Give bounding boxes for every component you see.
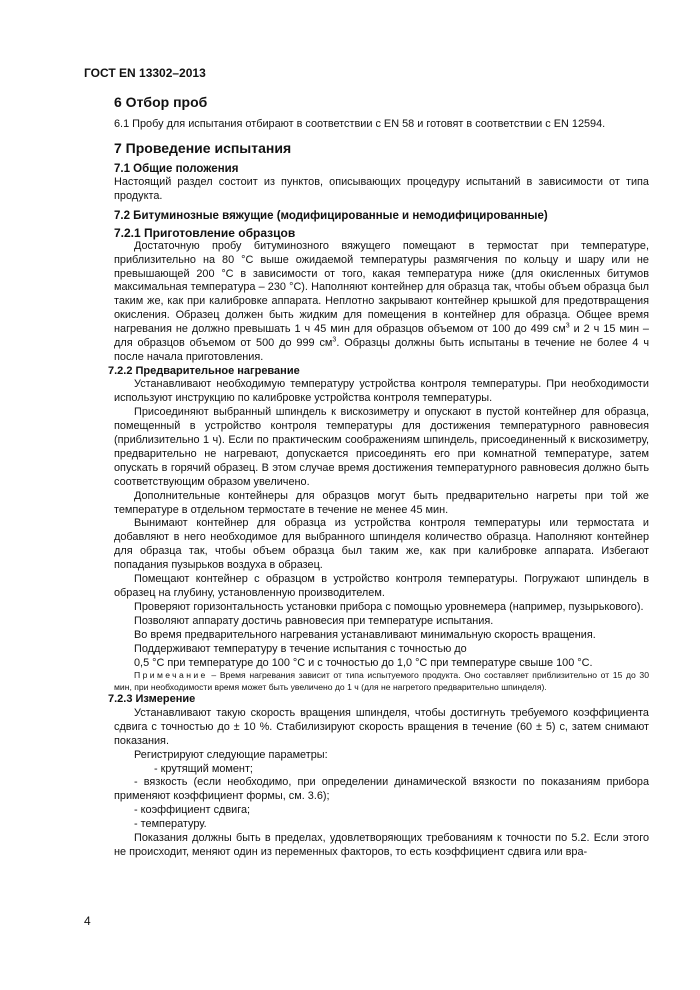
page-content: [108, 92, 650, 860]
s722-para-4: Вынимают контейнер для образца из устройства контроля температуры или термостата и добавляют в него необходимое для выбранного шпинделя количество образца. Наполняют контейнер для образца так, чтобы объем образца был таким же, как при калибровке аппарата. Избегают попадания пузырьков воздуха в образец.: [114, 517, 649, 572]
s722-para-1: Устанавливают необходимую температуру устройства контроля температуры. При необходимости используют инструкцию по калибровке устройства контроля температуры.: [114, 378, 649, 405]
s723-item-2: - вязкость (если необходимо, при определении динамической вязкости по показаниям прибора применяют коэффициент формы, см. 3.6);: [114, 776, 649, 803]
section-7-1-heading: 7.1 Общие положения: [114, 162, 239, 175]
s723-para-3: Показания должны быть в пределах, удовлетворяющих требованиям к точности по 5.2. Если этого не происходит, меняют один из переменных факторов, то есть коэффициент сдвига или вра-: [114, 832, 649, 858]
section-6-1: 6.1 Пробу для испытания отбирают в соответствии с EN 58 и готовят в соответствии с EN 12594.: [114, 118, 606, 130]
s723-item-4: - температуру.: [134, 818, 207, 831]
s722-note: Примечание – Время нагревания зависит от типа испытуемого продукта. Оно составляет приблизительно от 15 до 30 мин, при необходимости время может быть увеличено до 1 ч (для не нагретого предварительно шпинделя).: [114, 670, 649, 692]
section-7-2-1-heading: 7.2.1 Приготовление образцов: [114, 225, 296, 240]
s722-para-10: 0,5 °С при температуре до 100 °С и с точностью до 1,0 °С при температуре свыше 100 °С.: [134, 656, 593, 669]
s722-para-9: Поддерживают температуру в течение испытания с точностью до: [134, 642, 467, 655]
section-7-1-text: Настоящий раздел состоит из пунктов, описывающих процедуру испытаний в зависимости от типа продукта.: [114, 175, 649, 202]
section-6-heading: 6 Отбор проб: [114, 94, 208, 110]
s723-para-2: Регистрируют следующие параметры:: [134, 748, 328, 761]
section-7-2-heading: 7.2 Битуминозные вяжущие (модифицированные и немодифицированные): [114, 209, 548, 222]
s722-para-3: Дополнительные контейнеры для образцов могут быть предварительно нагреты при той же температуре в отдельном термостате в течение не менее 45 мин.: [114, 489, 649, 516]
s723-para-1: Устанавливают такую скорость вращения шпинделя, чтобы достигнуть требуемого коэффициента сдвига с точностью до ± 10 %. Стабилизируют скорость вращения в течение (60 ± 5) с, затем снимают показания.: [114, 706, 649, 747]
section-7-heading: 7 Проведение испытания: [114, 139, 292, 156]
s723-item-3: - коэффициент сдвига;: [134, 804, 251, 817]
s722-para-5: Помещают контейнер с образцом в устройство контроля температуры. Погружают шпиндель в образец на глубину, установленную производителем.: [114, 573, 649, 599]
s722-para-7: Позволяют аппарату достичь равновесия при температуре испытания.: [134, 614, 494, 627]
s723-item-1: - крутящий момент;: [154, 762, 253, 775]
s722-para-8: Во время предварительного нагревания устанавливают минимальную скорость вращения.: [134, 628, 596, 641]
standard-code: ГОСТ EN 13302–2013: [84, 66, 206, 80]
section-7-2-3-heading: 7.2.3 Измерение: [108, 693, 196, 706]
section-7-2-2-heading: 7.2.2 Предварительное нагревание: [108, 364, 300, 377]
section-7-2-1-text: Достаточную пробу битуминозного вяжущего помещают в термостат при температуре, приблизительно на 80 °С выше ожидаемой температуры размягчения по кольцу и шару или не превышающей 200 °С в зависимости от того, какая температура ниже (для окисленных битумов максимальная температура – 230 °С). Наполняют контейнер для образца так, чтобы объем образца был таким же, как при калибровке аппарата. Неплотно закрывают контейнер крышкой для предотвращения окисления. Образец должен быть жидким для помещения в контейнер для образца. Общее время нагревания не должно превышать 1 ч 45 мин для образцов объемом от 100 до 499 $см^3$ и 2 ч 15 мин – для образцов объемом от 500 до 999 $см^3$. Образцы должны быть испытаны в течение не более 4 ч после начала приготовления.: [114, 239, 650, 363]
s722-para-6: Проверяют горизонтальность установки прибора с помощью уровнемера (например, пузырькового).: [134, 600, 644, 613]
page-number: 4: [84, 914, 91, 928]
s722-para-2: Присоединяют выбранный шпиндель к вискозиметру и опускают в пустой контейнер для образца, помещенный в устройство контроля температуры для достижения температурного равновесия (приблизительно 1 ч). Если по практическим соображениям шпиндель, присоединенный к вискозиметру, предварительно не нагревают, допускается присоединять его при комнатной температуре, затем опускать в горячий образец. В этом случае время достижения температурного равновесия должно быть соответствующим образом увеличено.: [114, 406, 649, 488]
